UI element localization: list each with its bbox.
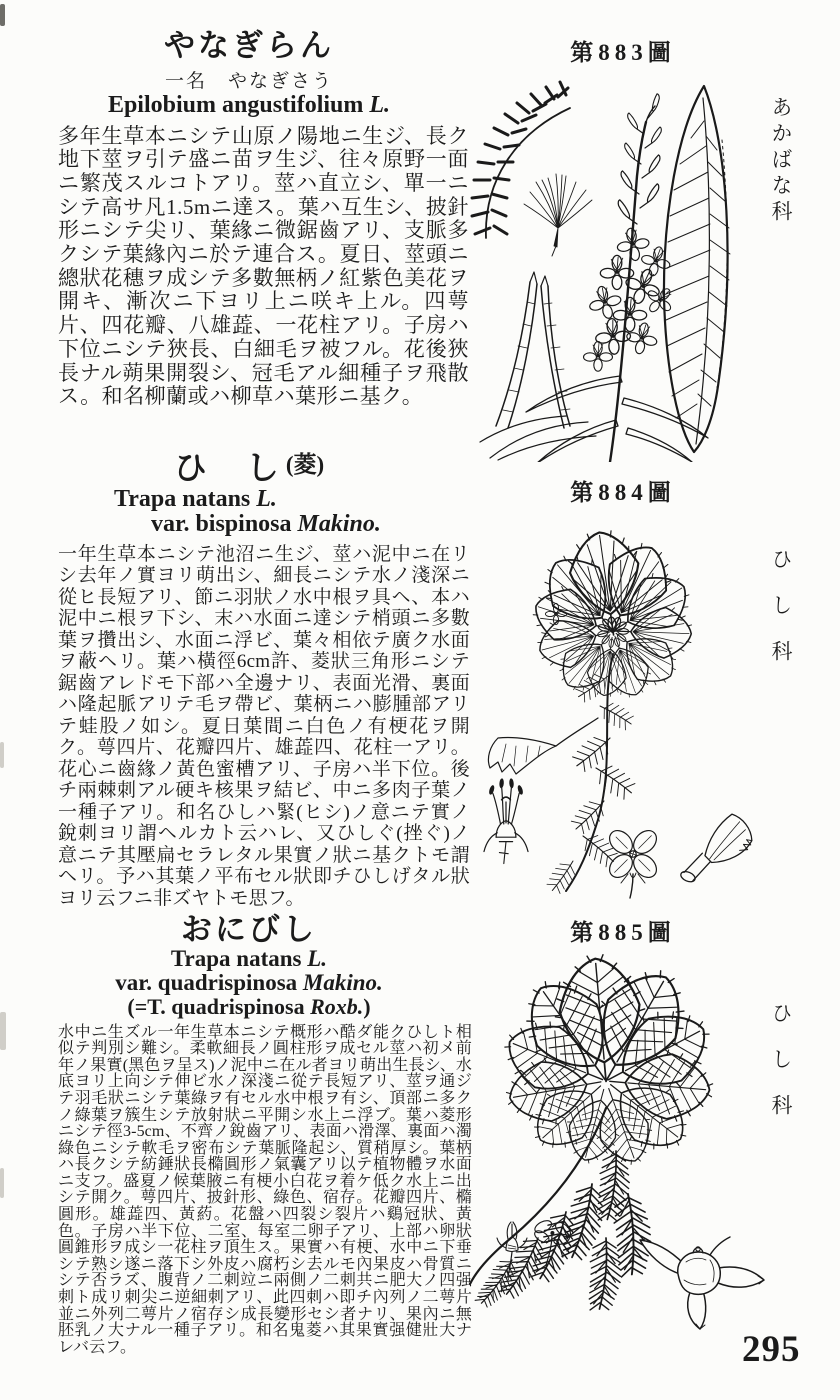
- flower-dissection: [484, 778, 528, 863]
- water-roots: [544, 668, 638, 896]
- figure-885-caption: 第885圖: [570, 920, 676, 945]
- entry-title: おにびし: [181, 912, 317, 947]
- latin-name-line1: [28, 947, 470, 971]
- leaf-rosette: [494, 952, 725, 1173]
- latin-name-line2: [28, 971, 470, 995]
- entry-title-kanji: (菱): [285, 452, 325, 477]
- latin-author: L.: [307, 945, 328, 971]
- entry-body: 水中ニ生ズル一年生草本ニシテ概形ハ酷ダ能クひしト相似テ判別シ難シ。柔軟細長ノ圓柱形ヲ成セル莖ハ初メ前年ノ果實(黑色ヲ呈ス)ノ泥中ニ在ル者ヨリ萌出生長シ、水底ヨリ上向シテ伸ビ水ノ深淺ニ從テ長短アリ、莖ヲ通ジテ羽毛狀ニシテ葉綠ヲ有セル水中根ヲ有シ、頂部ニ多クノ綠葉ヲ簇生シテ放射狀ニ平開シ水上ニ浮ブ。葉ハ菱形ニシテ徑3-5cm、不齊ノ銳齒アリ、表面ハ滑澤、裏面ハ濁綠色ニシテ軟毛ヲ密布シテ葉脈隆起シ、質稍厚シ。葉柄ハ長クシテ紡錘狀長橢圓形ノ氣囊アリ以テ植物體ヲ水面ニ支フ。盛夏ノ候葉腋ニ有梗小白花ヲ着ケ低ク水上ニ出シテ開ク。萼四片、披針形、綠色、宿存。花瓣四片、橢圓形。雄蕋四、黃葯。花盤ハ四裂シ裂片ハ鷄冠狀、黃色。子房ハ半下位、二室、每室二卵子アリ、上部ハ卵狀圓錐形ヲ成シ一花柱ヲ頂生ス。果實ハ有梗、水中ニ下垂シテ熟シ遂ニ落下シ外皮ハ腐朽シ去ルモ內果皮ハ骨質ニシテ否ラズ、腹背ノ二刺竝ニ兩側ノ二刺共ニ肥大ノ四强刺ト成リ刺尖ニ逆細刺アリ、此四刺ハ即チ內列ノ二萼片並ニ外列二萼片ノ宿存シ成長變形セシ者ナリ、果內ニ無胚乳ノ大ナル一種子アリ。和名鬼菱ハ其果實强健壯大ナレバ云フ。: [58, 1023, 472, 1356]
- entry-onibishi: [28, 914, 470, 1356]
- latin-author: Makino.: [297, 510, 381, 537]
- scan-mark: [0, 1012, 6, 1050]
- fig-883-illustration: [470, 76, 762, 462]
- entry-body: 多年生草本ニシテ山原ノ陽地ニ生ジ、長ク地下莖ヲ引テ盛ニ苗ヲ生ジ、往々原野一面ニ繁茂スルコトアリ。莖ハ直立シ、單一ニシテ高サ凡1.5mニ達ス。葉ハ互生シ、披針形ニシテ尖リ、葉緣ニ微鋸齒アリ、支脈多クシテ葉緣內ニ於テ連合ス。夏日、莖頭ニ總狀花穗ヲ成シテ多數無柄ノ紅紫色美花ヲ開キ、漸次ニ下ヨリ上ニ咲キ上ル。四萼片、四花瓣、八雄蕋、一花柱アリ。子房ハ下位ニシテ狹長、白細毛ヲ被フル。花後狹長ナル蒴果開裂シ、冠毛アル細種子ヲ飛散ス。和名柳蘭或ハ柳草ハ葉形ニ基ク。: [58, 123, 469, 409]
- entry-hishi: [28, 452, 470, 909]
- latin-roman: Trapa natans: [170, 945, 308, 971]
- water-root-plumes: [473, 1150, 653, 1312]
- latin-roman: var. bispinosa: [151, 510, 298, 537]
- large-leaf: [664, 86, 730, 452]
- latin-author: L.: [256, 485, 277, 512]
- entry-body: 一年生草本ニシテ池沼ニ生ジ、莖ハ泥中ニ在リシ去年ノ實ヨリ萌出シ、細長ニシテ水ノ淺深ニ從ヒ長短アリ、節ニ羽狀ノ水中根ヲ具ヘ、本ハ泥中ニ根ヲ下シ、末ハ水面ニ達シテ梢頭ニ多數葉ヲ攢出シ、水面ニ浮ビ、葉々相依テ廣ク水面ヲ蔽ヘリ。葉ハ橫徑6cm許、菱狀三角形ニシテ鋸齒アレドモ下部ハ全邊ナリ、表面光滑、裏面ハ隆起脈アリテ毛ヲ帶ビ、葉柄ニハ膨腫部アリテ蛙股ノ如シ。夏日葉間ニ白色ノ有梗花ヲ開ク。萼四片、花瓣四片、雄蕋四、花柱一アリ。花心ニ齒緣ノ黃色蜜槽アリ、子房ハ半下位。後チ兩棘刺アル硬キ核果ヲ結ビ、中ニ多肉子葉ノ一種子アリ。和名ひしハ緊(ヒシ)ノ意ニテ實ノ銳刺ヨリ謂ヘルカト云ハレ、又ひしぐ(挫ぐ)ノ意ニテ其壓扁セラレタル果實ノ狀ニ基クトモ謂ヘリ。予ハ其葉ノ平布セル狀即チひしげタル狀ヨリ云フニ非ズヤトモ思フ。: [58, 543, 470, 909]
- flower-buds: [618, 93, 664, 224]
- latin-name: [28, 93, 470, 118]
- seed-capsules: [496, 272, 570, 428]
- flower-top-view: [591, 812, 676, 898]
- latin-roman: Trapa natans: [114, 485, 257, 512]
- scan-mark: [0, 4, 5, 26]
- scan-mark: [0, 1168, 4, 1198]
- entry-title: [28, 452, 470, 487]
- scan-mark: [0, 742, 4, 768]
- figure-883-caption: 第883圖: [570, 40, 676, 65]
- entry-alt-name: 一名 やなぎさう: [164, 70, 333, 92]
- entry-title: やなぎらん: [164, 28, 334, 63]
- family-label-hishi-2: ひし科: [769, 1002, 793, 1140]
- entry-yanagiran: [28, 30, 470, 409]
- family-label-akabana: あかばな科: [769, 96, 793, 226]
- fig-884-illustration: [468, 506, 764, 906]
- latin-author: L.: [369, 91, 391, 118]
- leaf-rosette: [528, 528, 699, 702]
- page-number: 295: [742, 1329, 801, 1370]
- entry-title-text: ひ し: [173, 451, 282, 487]
- latin-roman: var. quadrispinosa: [115, 969, 303, 995]
- torn-leaf: [488, 718, 598, 774]
- latin-name-line1: [28, 487, 470, 512]
- latin-name-line2: [28, 512, 470, 537]
- latin-roman: (=T. quadrispinosa: [127, 993, 311, 1019]
- latin-synonym: [28, 995, 470, 1019]
- latin-roman: Epilobium angustifolium: [107, 91, 370, 118]
- flower-stem: [610, 106, 655, 462]
- four-horned-fruit: [640, 1237, 764, 1329]
- fig-885-illustration: [466, 946, 770, 1356]
- flower-side-view: [669, 811, 759, 886]
- family-label-hishi-1: ひし科: [769, 548, 793, 686]
- latin-roman-close: ): [363, 993, 371, 1019]
- stem-leaves: [526, 376, 708, 462]
- latin-author: Makino.: [302, 969, 383, 995]
- pappus-seed: [524, 174, 592, 256]
- latin-author: Roxb.: [310, 993, 364, 1019]
- figure-884-caption: 第884圖: [570, 480, 676, 505]
